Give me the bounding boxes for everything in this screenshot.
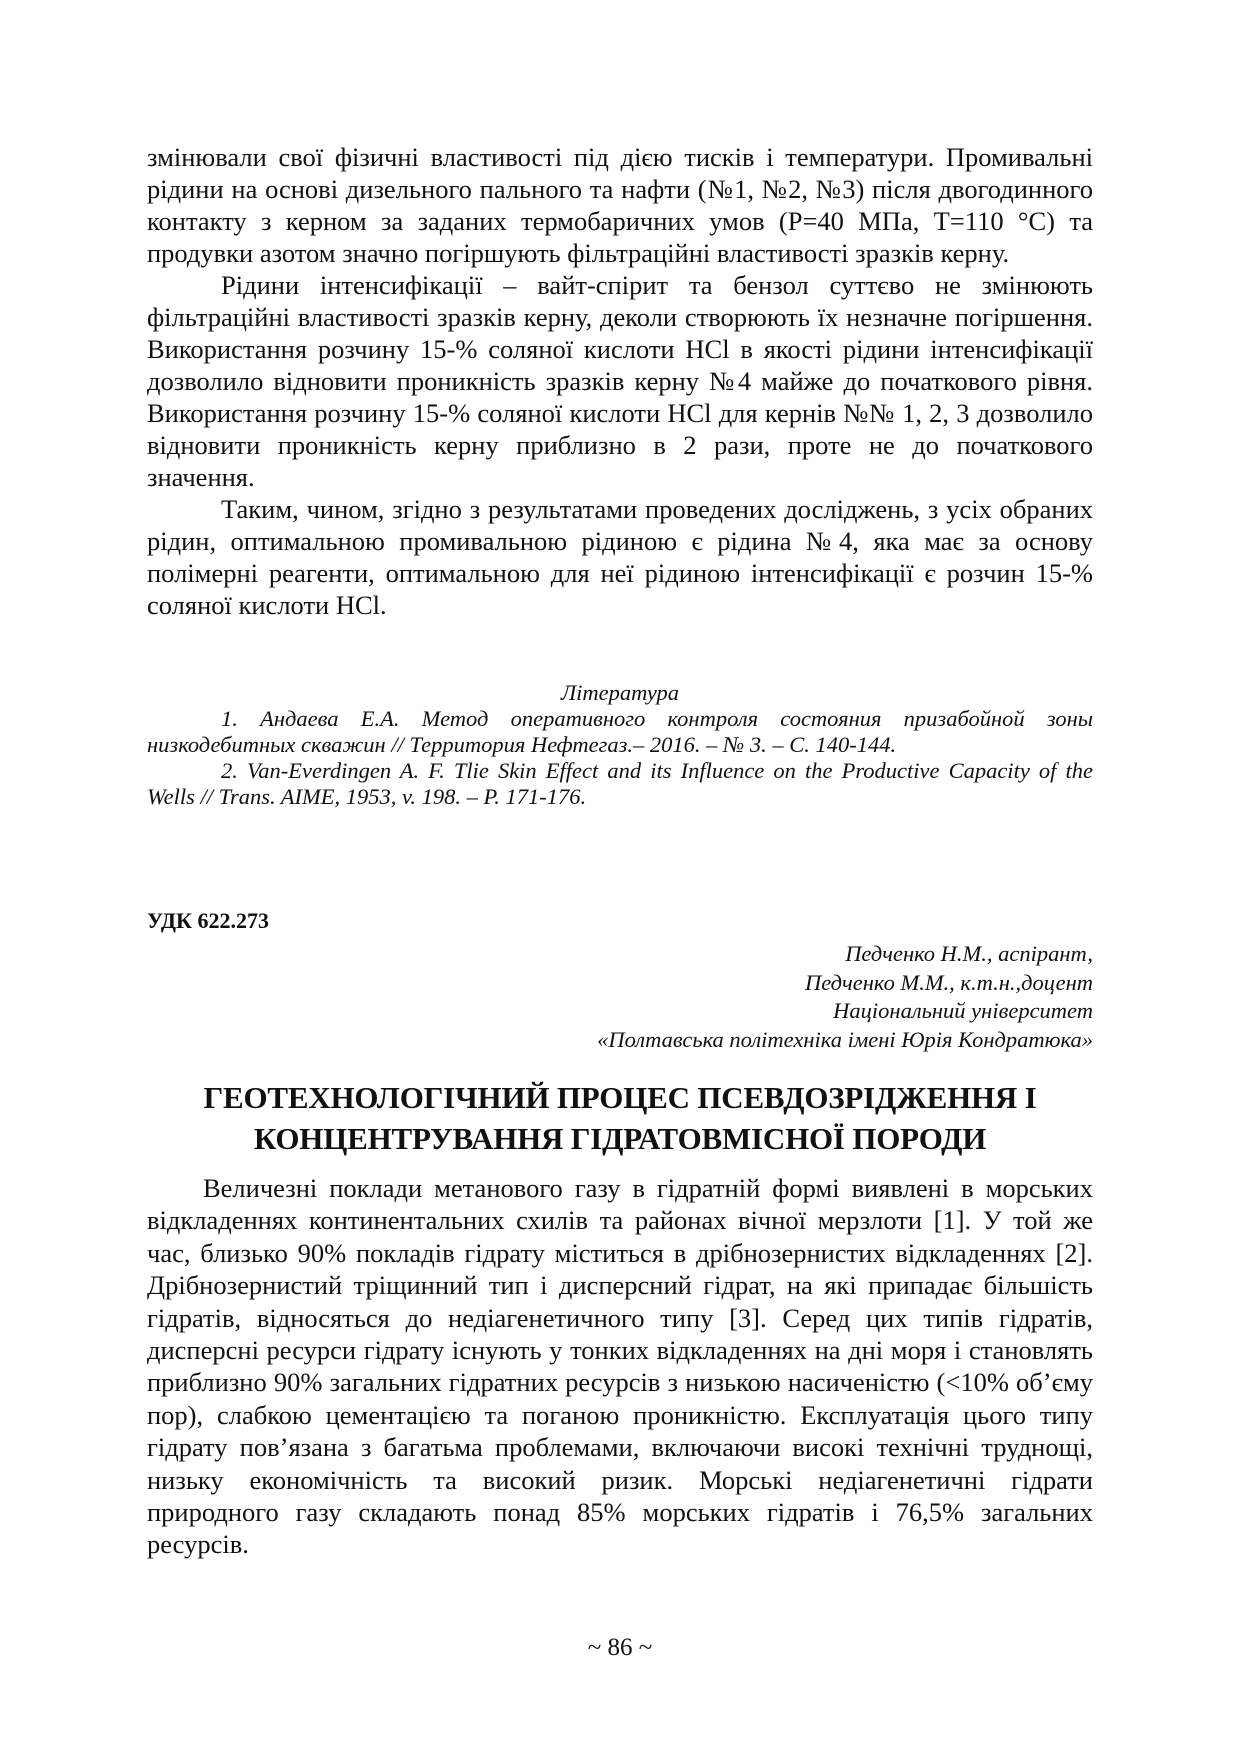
title-line: КОНЦЕНТРУВАННЯ ГІДРАТОВМІСНОЇ ПОРОДИ <box>253 1121 987 1156</box>
reference-item: 1. Андаева Е.А. Метод оперативного контроля состояния призабойной зоны низкодебитных скважин // Территория Нефтегаз.– 2016. – № 3. – С. 140-144. <box>147 706 1093 757</box>
affiliation-line: Національний університет <box>833 998 1093 1024</box>
author-block <box>147 940 1093 1055</box>
reference-item: 2. Van-Everdingen A. F. Tlie Skin Effect and its Influence on the Productive Capacity of the Wells // Trans. AIME, 1953, v. 198. – P. 171-176. <box>147 758 1093 809</box>
body-paragraph: Рідини інтенсифікації – вайт-спірит та бензол суттєво не змінюють фільтраційні властивості зразків керну, деколи створюють їх незначне погіршення. Використання розчину 15-% соляної кислоти НСl в якості рідини інтенсифікації дозволило відновити проникність зразків керну №4 майже до початкового рівня. Використання розчину 15-% соляної кислоти НСl для кернів №№ 1, 2, 3 дозволило відновити проникність керну приблизно в 2 рази, проте не до початкового значення. <box>147 270 1093 492</box>
previous-article-conclusion <box>147 141 1093 621</box>
references-section <box>147 680 1093 810</box>
page-number: ~ 86 ~ <box>587 1634 653 1661</box>
udk-code: УДК 622.273 <box>147 908 270 933</box>
body-paragraph: Величезні поклади метанового газу в гідратній формі виявлені в морських відкладеннях континентальних схилів та районах вічної мерзлоти [1]. У той же час, близько 90% покладів гідрату міститься в дрібнозернистих відкладеннях [2]. Дрібнозернистий тріщинний тип і дисперсний гідрат, на які припадає більшість гідратів, відносяться до недіагенетичного типу [3]. Серед цих типів гідратів, дисперсні ресурси гідрату існують у тонких відкладеннях на дні моря і становлять приблизно 90% загальних гідратних ресурсів з низькою насиченістю (<10% об’єму пор), слабкою цементацією та поганою проникністю. Експлуатація цього типу гідрату пов’язана з багатьма проблемами, включаючи високі технічні труднощі, низьку економічність та високий ризик. Морські недіагенетичні гідрати природного газу складають понад 85% морських гідратів і 76,5% загальних ресурсів. <box>147 1173 1093 1560</box>
title-line: ГЕОТЕХНОЛОГІЧНИЙ ПРОЦЕС ПСЕВДОЗРІДЖЕННЯ І <box>203 1080 1037 1115</box>
body-paragraph: змінювали свої фізичні властивості під дією тисків і температури. Промивальні рідини на основі дизельного пального та нафти (№1, №2, №3) після двогодинного контакту з керном за заданих термобаричних умов (Р=40 МПа, Т=110 °С) та продувки азотом значно погіршують фільтраційні властивості зразків керну. <box>147 142 1093 268</box>
references-heading: Література <box>560 680 680 705</box>
body-paragraph: Таким, чином, згідно з результатами проведених досліджень, з усіх обраних рідин, оптимальною промивальною рідиною є рідина №4, яка має за основу полімерні реагенти, оптимальною для неї рідиною інтенсифікації є розчин 15-% соляної кислоти НСl. <box>147 494 1093 620</box>
author-line: Педченко Н.М., аспірант, <box>845 941 1093 966</box>
author-line: Педченко М.М., к.т.н.,доцент <box>804 969 1093 995</box>
affiliation-line: «Полтавська політехніка імені Юрія Кондратюка» <box>597 1027 1093 1053</box>
article-title <box>147 1077 1093 1159</box>
article-body <box>147 1172 1093 1561</box>
